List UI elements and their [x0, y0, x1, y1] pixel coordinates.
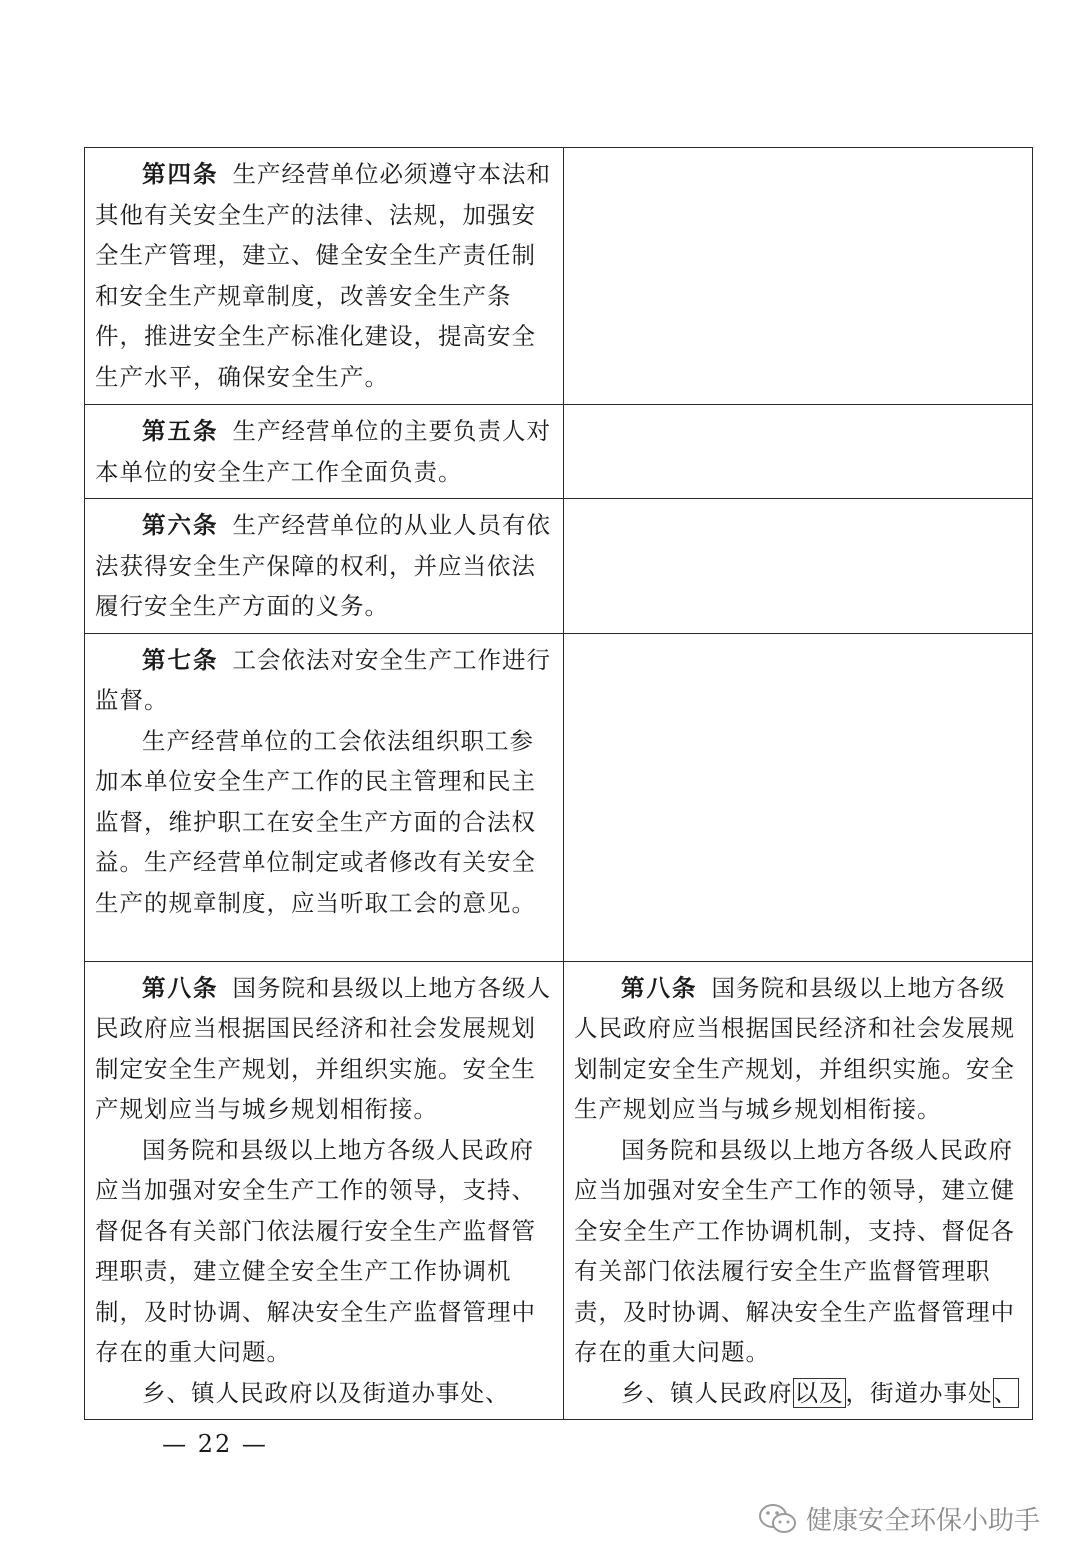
wechat-icon — [758, 1503, 798, 1535]
watermark — [758, 1500, 1040, 1537]
new-text-cell — [564, 405, 1033, 499]
old-text-cell — [85, 499, 564, 634]
new-text-cell — [564, 633, 1033, 961]
revision-mark-box: 以及 — [794, 1378, 844, 1407]
revision-mark-box: 、 — [993, 1378, 1018, 1407]
paragraph-text: 国务院和县级以上地方各级人民政府应当根据国民经济和社会发展规划制定安全生产规划，并组织实施。安全生产规划应当与城乡规划相衔接。 — [95, 973, 551, 1123]
paragraph — [574, 1373, 1024, 1414]
paragraph — [95, 505, 555, 627]
table-row-art7 — [85, 633, 1033, 961]
paragraph — [574, 968, 1024, 1130]
watermark-text: 健康安全环保小助手 — [805, 1506, 1040, 1536]
paragraph: 国务院和县级以上地方各级人民政府应当加强对安全生产工作的领导，建立健全安全生产工作协调机制，支持、督促各有关部门依法履行安全生产监督管理职责，及时协调、解决安全生产监督管理中存在的重大问题。 — [574, 1135, 1015, 1366]
paragraph: 国务院和县级以上地方各级人民政府应当加强对安全生产工作的领导，支持、督促各有关部门依法履行安全生产监督管理职责，建立健全安全生产工作协调机制，及时协调、解决安全生产监督管理中存在的重大问题。 — [95, 1135, 536, 1366]
article-number: 第六条 — [142, 511, 219, 539]
paragraph-text: 工会依法对安全生产工作进行监督。 — [95, 645, 551, 714]
paragraph — [95, 968, 555, 1130]
table-row-art6 — [85, 499, 1033, 634]
paragraph — [95, 411, 555, 492]
article-number: 第七条 — [142, 645, 219, 674]
paragraph — [95, 640, 555, 721]
paragraph-text: 国务院和县级以上地方各级人民政府应当根据国民经济和社会发展规划制定安全生产规划，并组织实施。安全生产规划应当与城乡规划相衔接。 — [574, 973, 1015, 1123]
paragraph-text: 乡、镇人民政府 — [621, 1378, 793, 1407]
new-text-cell — [564, 148, 1033, 405]
article-number: 第八条 — [621, 973, 698, 1002]
table-row-art5 — [85, 405, 1033, 499]
old-text-cell — [85, 148, 564, 405]
article-number: 第四条 — [142, 160, 219, 188]
old-text-cell — [85, 961, 564, 1420]
table-row-art4 — [85, 148, 1033, 405]
paragraph-text: 生产经营单位必须遵守本法和其他有关安全生产的法律、法规，加强安全生产管理，建立、健全安全生产责任制和安全生产规章制度，改善安全生产条件，推进安全生产标准化建设，提高安全生产水平，确保安全生产。 — [95, 160, 551, 391]
old-text-cell — [85, 633, 564, 961]
new-text-cell — [564, 961, 1033, 1420]
paragraph-text: ，街道办事处 — [845, 1378, 993, 1407]
article-number: 第五条 — [142, 417, 219, 445]
comparison-table — [84, 147, 1033, 1420]
table-row-art8 — [85, 961, 1033, 1420]
new-text-cell — [564, 499, 1033, 634]
paragraph: 乡、镇人民政府以及街道办事处、 — [142, 1378, 510, 1407]
paragraph-text: 生产经营单位的从业人员有依法获得安全生产保障的权利，并应当依法履行安全生产方面的义务。 — [95, 511, 551, 620]
old-text-cell — [85, 405, 564, 499]
paragraph: 生产经营单位的工会依法组织职工参加本单位安全生产工作的民主管理和民主监督，维护职工在安全生产方面的合法权益。生产经营单位制定或者修改有关安全生产的规章制度，应当听取工会的意见。 — [95, 726, 536, 917]
paragraph — [95, 154, 555, 397]
paragraph-text: 生产经营单位的主要负责人对本单位的安全生产工作全面负责。 — [95, 417, 551, 486]
page-number: — 22 — — [162, 1430, 268, 1458]
article-number: 第八条 — [142, 973, 219, 1002]
